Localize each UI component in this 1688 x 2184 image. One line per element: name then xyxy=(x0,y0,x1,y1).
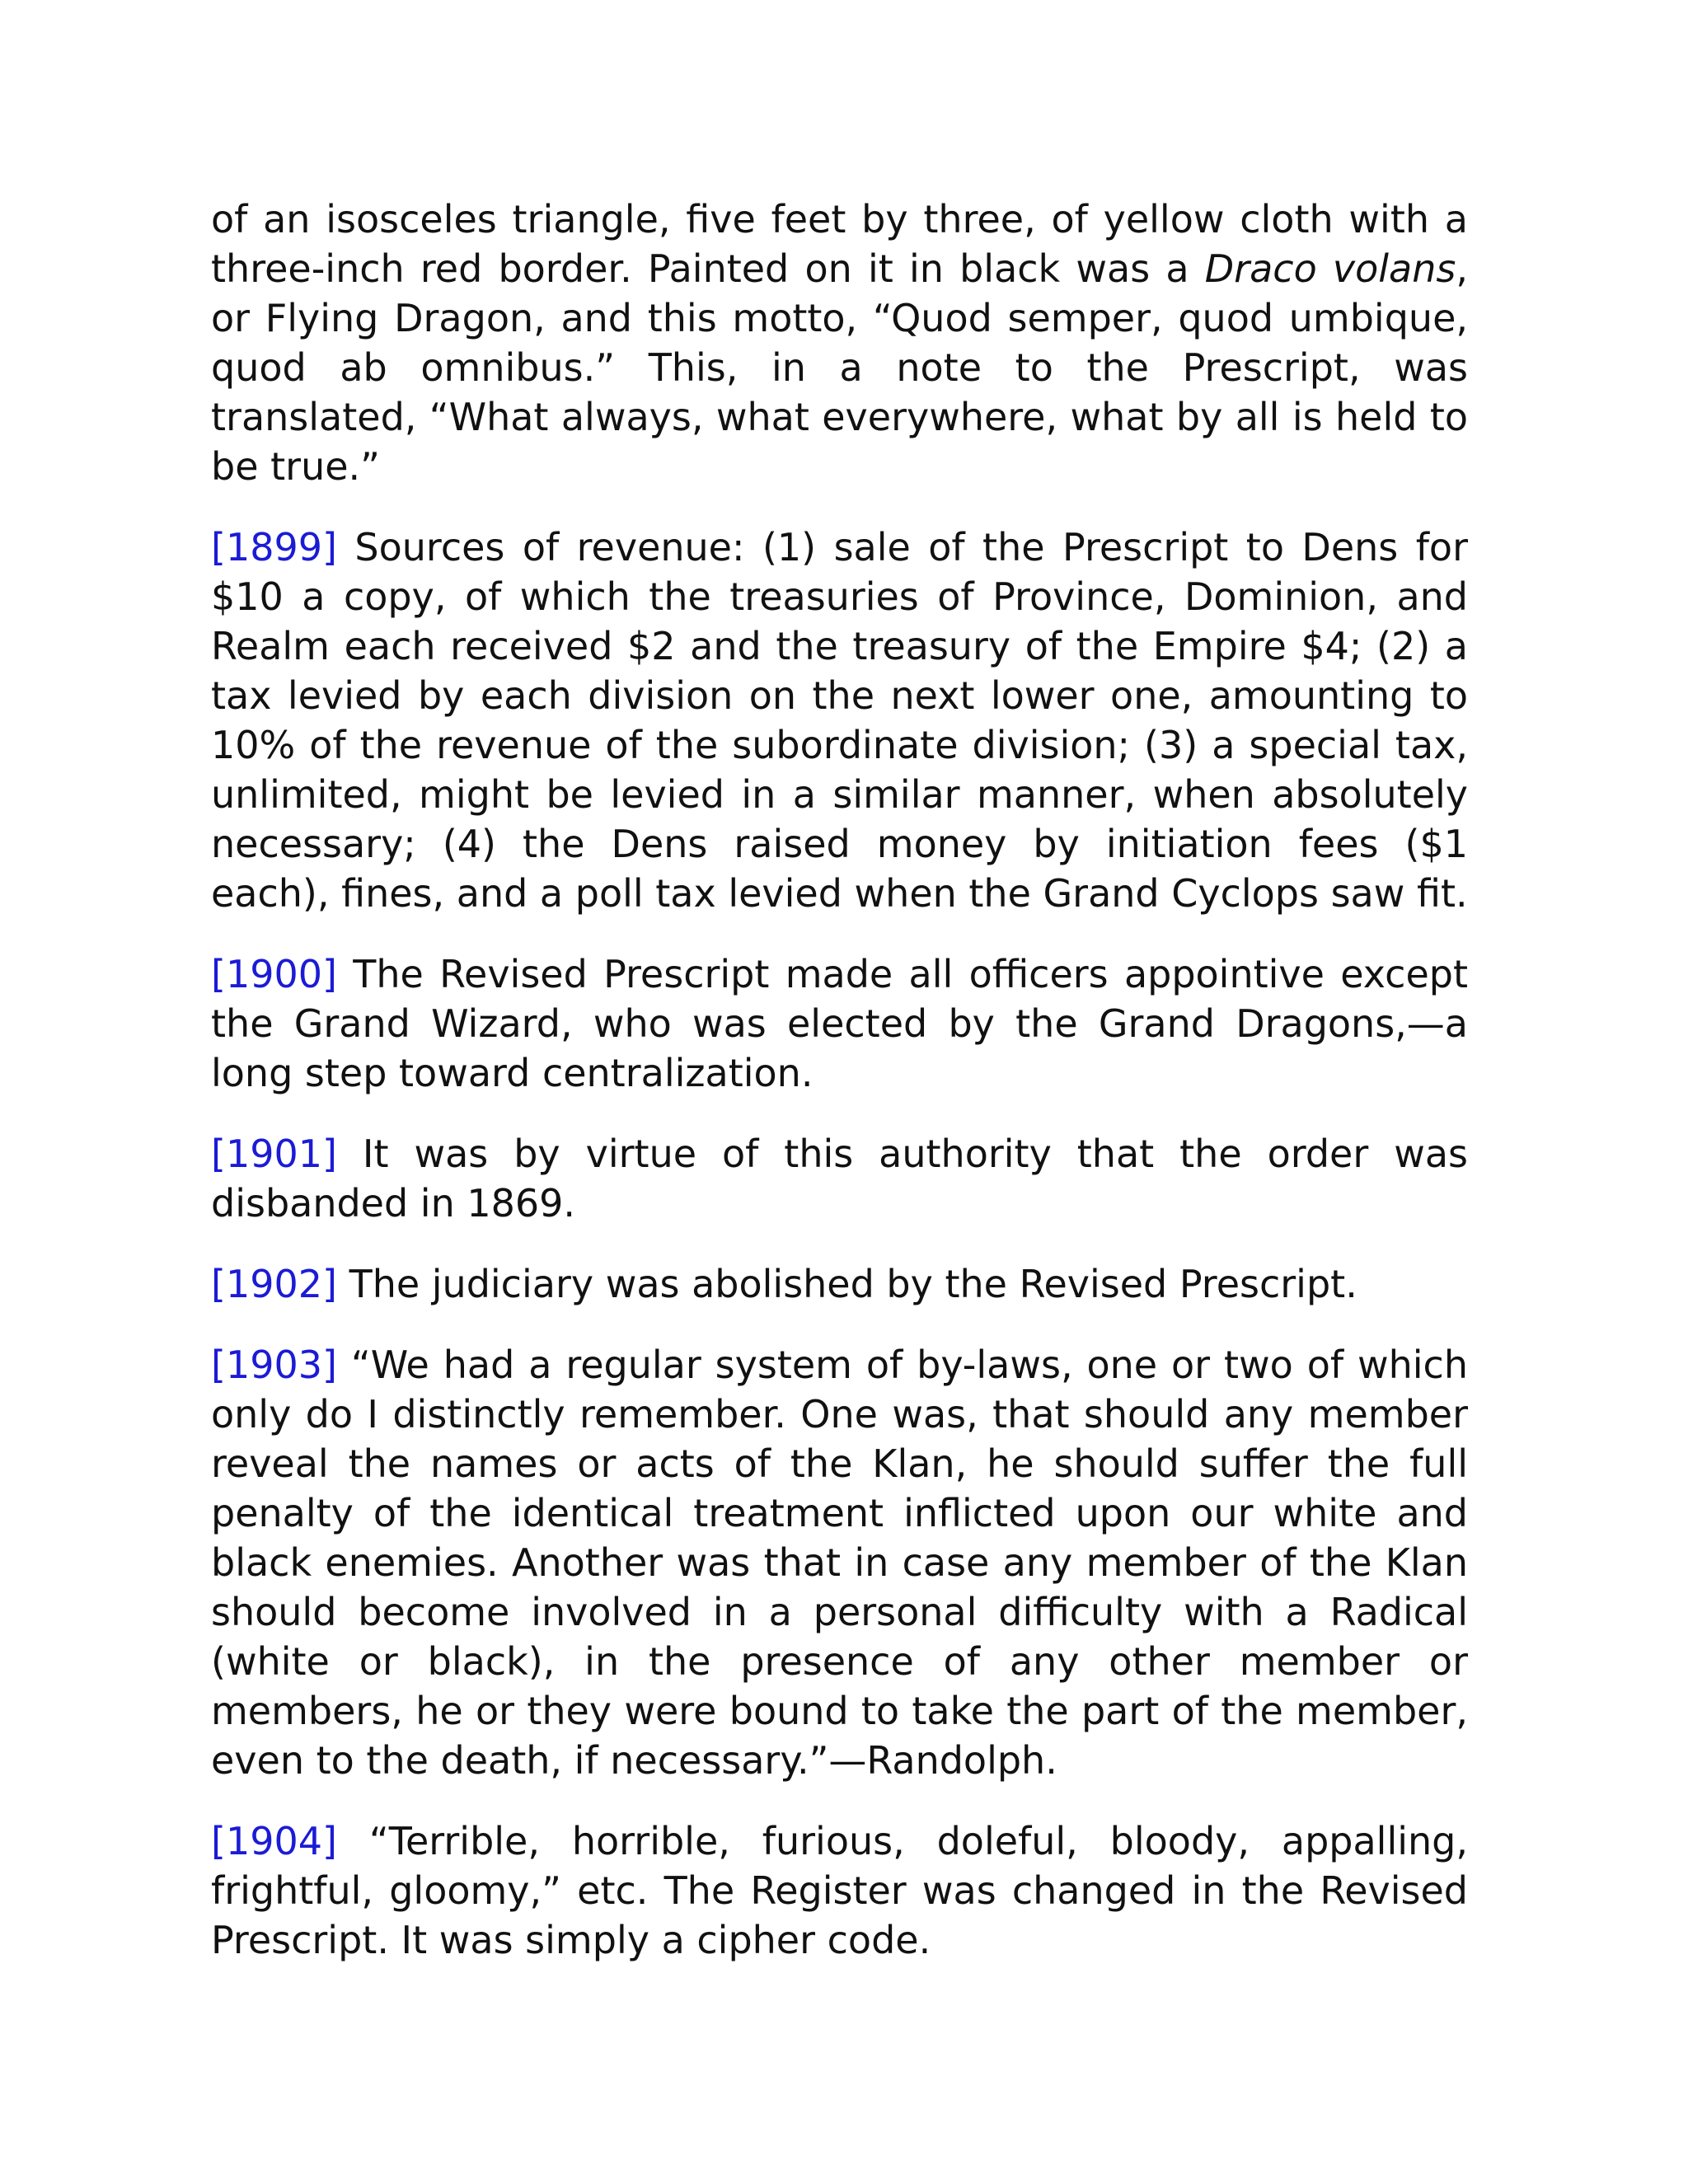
footnote-link-1904[interactable]: [1904] xyxy=(211,1819,337,1863)
paragraph-1902 xyxy=(211,1259,1468,1309)
paragraph-1903 xyxy=(211,1340,1468,1785)
paragraph-text: Sources of revenue: (1) sale of the Prescript to Dens for $10 a copy, of which the treasuries of Province, Dominion, and Realm each received $2 and the treasury of the Empire $4; (2) a tax levied by each division on the next lower one, amounting to 10% of the revenue of the subordinate division; (3) a special tax, unlimited, might be levied in a similar manner, when absolutely necessary; (4) the Dens raised money by initiation fees ($1 each), fines, and a poll tax levied when the Grand Cyclops saw fit. xyxy=(211,525,1468,916)
paragraph-1900 xyxy=(211,949,1468,1098)
document-page xyxy=(211,194,1468,1996)
paragraph-1904 xyxy=(211,1816,1468,1965)
paragraph-text: “We had a regular system of by-laws, one or two of which only do I distinctly remember. One was, that should any member reveal the names or acts of the Klan, he should suffer the full penalty of the identical treatment inflicted upon our white and black enemies. Another was that in case any member of the Klan should become involved in a personal difficulty with a Radical (white or black), in the presence of any other member or members, he or they were bound to take the part of the member, even to the death, if necessary.”—Randolph. xyxy=(211,1343,1468,1783)
paragraph-flag-description xyxy=(211,194,1468,491)
footnote-link-1900[interactable]: [1900] xyxy=(211,952,337,996)
paragraph-text: “Terrible, horrible, furious, doleful, bloody, appalling, frightful, gloomy,” etc. The Register was changed in the Revised Prescript. It was simply a cipher code. xyxy=(211,1819,1468,1962)
paragraph-text: It was by virtue of this authority that the order was disbanded in 1869. xyxy=(211,1132,1468,1226)
paragraph-text-before: of an isosceles triangle, five feet by three, of yellow cloth with a three-inch red border. Painted on it in black was a xyxy=(211,197,1468,291)
paragraph-text: The judiciary was abolished by the Revised Prescript. xyxy=(336,1262,1357,1306)
footnote-link-1903[interactable]: [1903] xyxy=(211,1343,337,1387)
paragraph-1899 xyxy=(211,523,1468,918)
paragraph-text-after: , or Flying Dragon, and this motto, “Quod semper, quod umbique, quod ab omnibus.” This, in a note to the Prescript, was translated, “What always, what everywhere, what by all is held to be true.” xyxy=(211,246,1468,489)
footnote-link-1899[interactable]: [1899] xyxy=(211,525,337,569)
footnote-link-1902[interactable]: [1902] xyxy=(211,1262,337,1306)
italic-term: Draco volans xyxy=(1204,246,1456,291)
paragraph-text: The Revised Prescript made all officers appointive except the Grand Wizard, who was elected by the Grand Dragons,—a long step toward centralization. xyxy=(211,952,1468,1095)
paragraph-1901 xyxy=(211,1129,1468,1228)
footnote-link-1901[interactable]: [1901] xyxy=(211,1132,337,1176)
